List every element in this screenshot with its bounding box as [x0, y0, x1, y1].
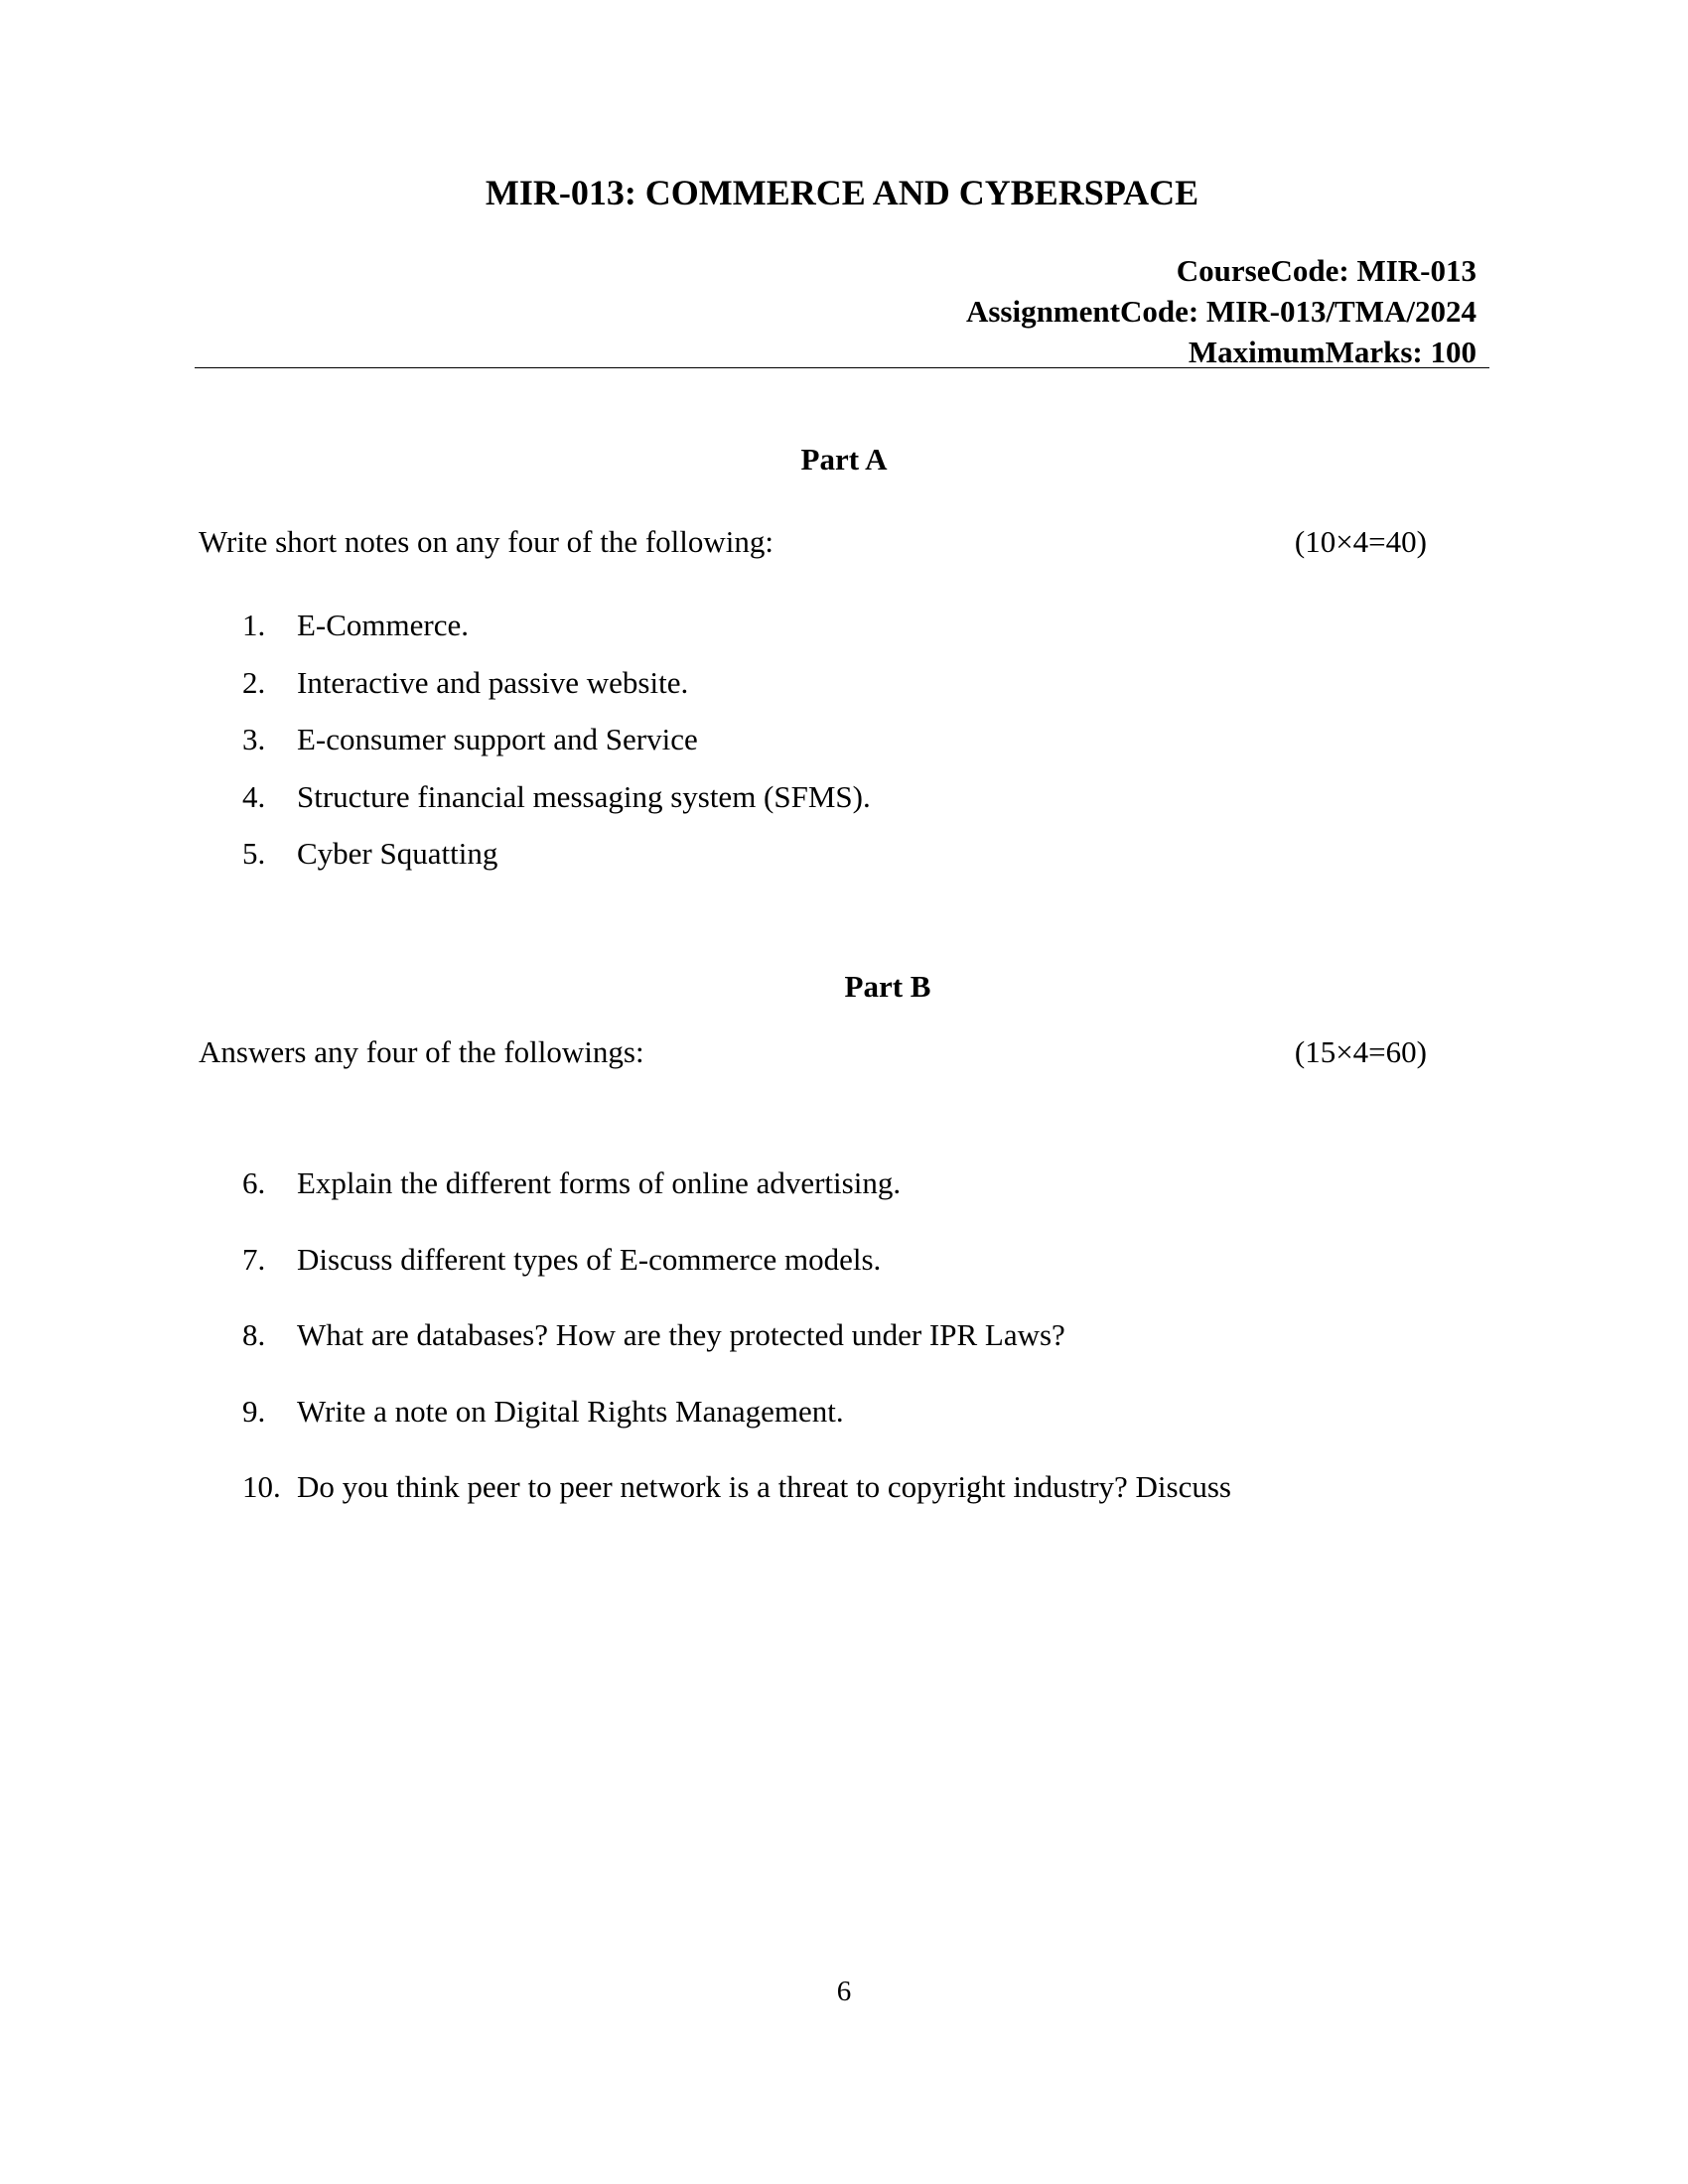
question-number: 3. — [242, 722, 266, 756]
list-item — [242, 834, 871, 891]
question-text: Cyber Squatting — [297, 836, 498, 871]
question-text: Do you think peer to peer network is a threat to copyright industry? Discuss — [297, 1469, 1231, 1504]
question-number: 1. — [242, 608, 266, 642]
question-text: What are databases? How are they protected under IPR Laws? — [297, 1317, 1065, 1352]
document-title — [0, 171, 1688, 214]
question-text: E-consumer support and Service — [297, 722, 698, 756]
part-b-marks: (15×4=60) — [1294, 1034, 1427, 1069]
document-title-text: MIR-013: COMMERCE AND CYBERSPACE — [485, 173, 1199, 212]
question-text: Explain the different forms of online advertising. — [297, 1165, 902, 1200]
part-a-heading: Part A — [800, 442, 888, 477]
list-item — [242, 606, 871, 663]
question-number: 2. — [242, 664, 266, 700]
part-a-question-list — [242, 606, 871, 891]
list-item — [242, 1163, 1231, 1240]
question-text: Write a note on Digital Rights Management. — [297, 1393, 844, 1429]
question-number: 5. — [242, 836, 266, 871]
part-b-heading: Part B — [844, 969, 931, 1004]
part-a-instruction: Write short notes on any four of the following: — [199, 524, 774, 559]
part-a-marks: (10×4=40) — [1294, 524, 1427, 559]
list-item — [242, 777, 871, 835]
list-item — [242, 720, 871, 777]
question-text: E-Commerce. — [297, 608, 470, 642]
list-item — [242, 1467, 1231, 1544]
question-number: 7. — [242, 1241, 266, 1277]
list-item — [242, 1392, 1231, 1468]
course-code: CourseCode: MIR-013 — [1176, 253, 1477, 288]
question-text: Interactive and passive website. — [297, 664, 689, 700]
list-item — [242, 1240, 1231, 1316]
question-number: 10. — [242, 1469, 281, 1504]
page-number: 6 — [836, 1976, 852, 2007]
question-text: Discuss different types of E-commerce models. — [297, 1241, 882, 1277]
assignment-meta — [966, 250, 1477, 372]
assignment-code: AssignmentCode: MIR-013/TMA/2024 — [965, 294, 1477, 329]
list-item — [242, 1315, 1231, 1392]
part-b-instruction: Answers any four of the followings: — [199, 1034, 644, 1069]
header-divider — [195, 367, 1489, 368]
question-number: 4. — [242, 778, 266, 814]
question-number: 9. — [242, 1393, 266, 1429]
maximum-marks: MaximumMarks: 100 — [1188, 335, 1477, 369]
question-number: 8. — [242, 1317, 266, 1352]
list-item — [242, 663, 871, 721]
question-text: Structure financial messaging system (SFMS). — [297, 778, 871, 814]
part-b-question-list — [242, 1163, 1231, 1544]
question-number: 6. — [242, 1165, 266, 1200]
